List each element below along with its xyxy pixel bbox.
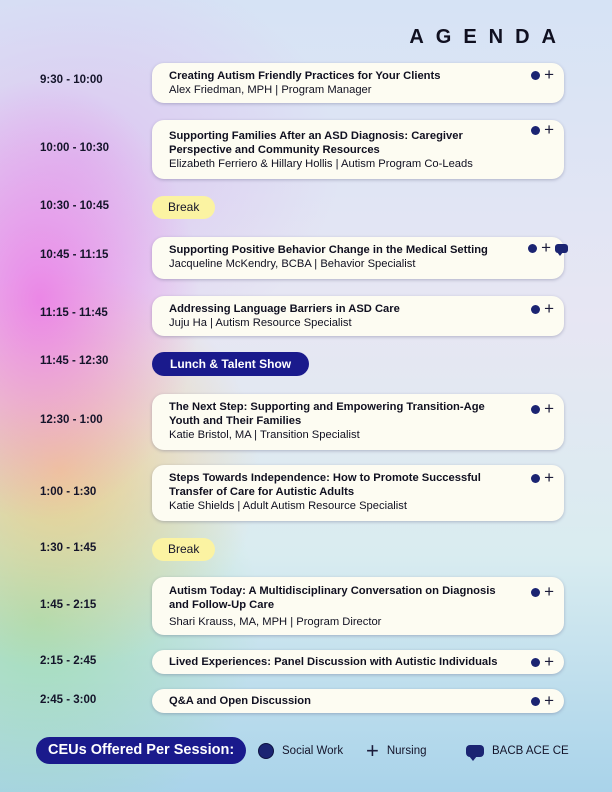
session-speaker: Katie Shields | Adult Autism Resource Specialist <box>169 500 407 512</box>
bacb-icon <box>555 244 568 253</box>
session-title: Supporting Families After an ASD Diagnosis: Caregiver Perspective and Community Resources <box>169 130 463 156</box>
session-time: 2:15 - 2:45 <box>40 655 97 667</box>
session-speaker: Juju Ha | Autism Resource Specialist <box>169 317 352 329</box>
lunch-pill: Lunch & Talent Show <box>152 352 309 376</box>
break-pill: Break <box>152 538 215 561</box>
session-speaker: Katie Bristol, MA | Transition Specialist <box>169 429 360 441</box>
session-time: 2:45 - 3:00 <box>40 694 97 706</box>
social-work-icon <box>531 697 540 706</box>
session-card <box>152 465 564 521</box>
nursing-icon: + <box>544 691 554 710</box>
session-card <box>152 237 564 279</box>
nursing-icon: + <box>544 299 554 318</box>
session-time: 11:15 - 11:45 <box>40 307 108 319</box>
legend-nursing-label: Nursing <box>386 744 427 757</box>
nursing-icon: + <box>544 468 554 487</box>
social-work-icon <box>258 743 274 759</box>
social-work-icon <box>531 305 540 314</box>
nursing-icon: + <box>544 652 554 671</box>
session-title: Lived Experiences: Panel Discussion with Autistic Individuals <box>169 656 498 668</box>
social-work-icon <box>531 405 540 414</box>
legend-social-work-label: Social Work <box>282 744 344 757</box>
nursing-icon: + <box>544 65 554 84</box>
session-card <box>152 577 564 635</box>
session-speaker: Elizabeth Ferriero & Hillary Hollis | Autism Program Co-Leads <box>169 158 473 170</box>
social-work-icon <box>531 474 540 483</box>
nursing-icon: + <box>541 238 551 257</box>
session-title: Q&A and Open Discussion <box>169 695 311 707</box>
legend-social-work <box>258 737 343 764</box>
legend-bacb-label: BACB ACE CE <box>492 744 569 757</box>
session-card <box>152 120 564 179</box>
session-card <box>152 689 564 713</box>
break-pill: Break <box>152 196 215 219</box>
nursing-icon: + <box>544 120 554 139</box>
session-time: 1:45 - 2:15 <box>40 599 97 611</box>
session-time: 10:45 - 11:15 <box>40 249 109 261</box>
session-time: 11:45 - 12:30 <box>40 355 109 367</box>
nursing-icon: + <box>366 737 379 763</box>
legend-label: CEUs Offered Per Session: <box>36 737 246 764</box>
ceu-legend <box>36 737 596 765</box>
session-time: 10:00 - 10:30 <box>40 142 110 154</box>
session-title: Steps Towards Independence: How to Promote Successful Transfer of Care for Autistic Adults <box>169 472 481 498</box>
legend-bacb <box>466 737 569 764</box>
session-title: Addressing Language Barriers in ASD Care <box>169 303 400 315</box>
session-card <box>152 63 564 103</box>
bacb-icon <box>466 745 484 757</box>
session-card <box>152 650 564 674</box>
social-work-icon <box>531 126 540 135</box>
page-title: AGENDA <box>409 26 568 48</box>
session-time: 1:00 - 1:30 <box>40 486 97 498</box>
social-work-icon <box>531 588 540 597</box>
session-title: Supporting Positive Behavior Change in the Medical Setting <box>169 244 488 256</box>
session-time: 9:30 - 10:00 <box>40 74 103 86</box>
legend-nursing <box>366 737 427 764</box>
session-card <box>152 394 564 450</box>
session-time: 12:30 - 1:00 <box>40 414 103 426</box>
social-work-icon <box>531 71 540 80</box>
nursing-icon: + <box>544 399 554 418</box>
session-time: 10:30 - 10:45 <box>40 200 110 212</box>
social-work-icon <box>531 658 540 667</box>
session-card <box>152 296 564 336</box>
session-speaker: Alex Friedman, MPH | Program Manager <box>169 84 372 96</box>
social-work-icon <box>528 244 537 253</box>
session-time: 1:30 - 1:45 <box>40 542 97 554</box>
session-speaker: Shari Krauss, MA, MPH | Program Director <box>169 616 382 628</box>
session-title: Creating Autism Friendly Practices for Your Clients <box>169 70 441 82</box>
session-title: The Next Step: Supporting and Empowering Transition-Age Youth and Their Families <box>169 401 485 427</box>
session-speaker: Jacqueline McKendry, BCBA | Behavior Specialist <box>169 258 416 270</box>
session-title: Autism Today: A Multidisciplinary Conversation on Diagnosis and Follow-Up Care <box>169 585 496 611</box>
nursing-icon: + <box>544 582 554 601</box>
